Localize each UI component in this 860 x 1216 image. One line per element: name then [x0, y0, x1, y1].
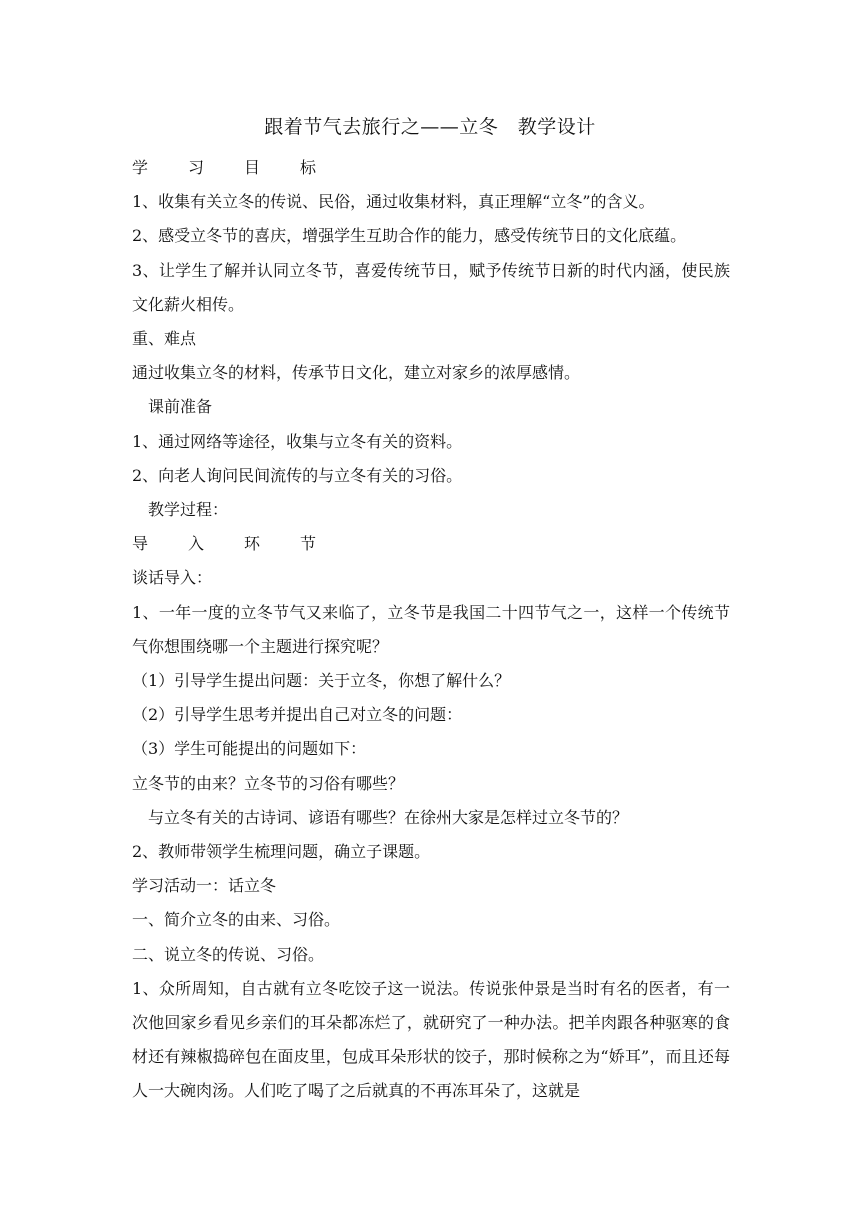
activity1-item: 二、说立冬的传说、习俗。	[132, 944, 325, 964]
process-heading: 教学过程：	[148, 500, 229, 520]
intro-sub-item: （2）引导学生思考并提出自己对立冬的问题：	[132, 705, 463, 725]
intro-sub-item: （3）学生可能提出的问题如下：	[132, 739, 367, 759]
activity1-paragraph: 1、众所周知，自古就有立冬吃饺子这一说法。传说张仲景是当时有名的医者，有一次他回家乡看见乡亲们的耳朵都冻烂了，就研究了一种办法。把羊肉跟各种驱寒的食材还有辣椒捣碎包在面皮里，包成耳朵形状的饺子，那时候称之为“娇耳”，而且还每人一大碗肉汤。人们吃了喝了之后就真的不再冻耳朵了，这就是	[132, 978, 730, 1101]
intro-question: 立冬节的由来？立冬节的习俗有哪些？	[132, 773, 405, 793]
intro-question: 与立冬有关的古诗词、谚语有哪些？在徐州大家是怎样过立冬节的？	[148, 807, 629, 827]
activity1-heading: 学习活动一：话立冬	[132, 876, 277, 896]
key-points-text: 通过收集立冬的材料，传承节日文化，建立对家乡的浓厚感情。	[132, 363, 581, 383]
objective-item: 3、让学生了解并认同立冬节，喜爱传统节日，赋予传统节日新的时代内涵，使民族文化薪火相传。	[132, 260, 730, 314]
activity1-item: 一、简介立冬的由来、习俗。	[132, 910, 341, 930]
document-body	[132, 151, 730, 1109]
intro-section-heading	[132, 527, 730, 561]
objectives-heading-text: 学 习 目 标	[132, 158, 329, 177]
key-points-heading: 重、难点	[132, 329, 197, 349]
objectives-heading	[132, 151, 730, 185]
objective-item: 1、收集有关立冬的传说、民俗，通过收集材料，真正理解“立冬”的含义。	[132, 192, 655, 212]
preparation-item: 2、向老人询问民间流传的与立冬有关的习俗。	[132, 465, 463, 485]
document-title: 跟着节气去旅行之——立冬 教学设计	[264, 116, 596, 138]
intro-paragraph: 1、一年一度的立冬节气又来临了，立冬节是我国二十四节气之一，这样一个传统节气你想围绕哪一个主题进行探究呢？	[132, 602, 730, 656]
intro-sub-item: （1）引导学生提出问题：关于立冬，你想了解什么？	[132, 671, 511, 691]
intro-paragraph: 2、教师带领学生梳理问题，确立子课题。	[132, 842, 431, 862]
talk-intro-heading: 谈话导入：	[132, 568, 213, 588]
objective-item: 2、感受立冬节的喜庆，增强学生互助合作的能力，感受传统节日的文化底蕴。	[132, 226, 687, 246]
intro-section-heading-text: 导 入 环 节	[132, 534, 329, 554]
preparation-heading: 课前准备	[148, 397, 213, 417]
preparation-item: 1、通过网络等途径，收集与立冬有关的资料。	[132, 431, 463, 451]
